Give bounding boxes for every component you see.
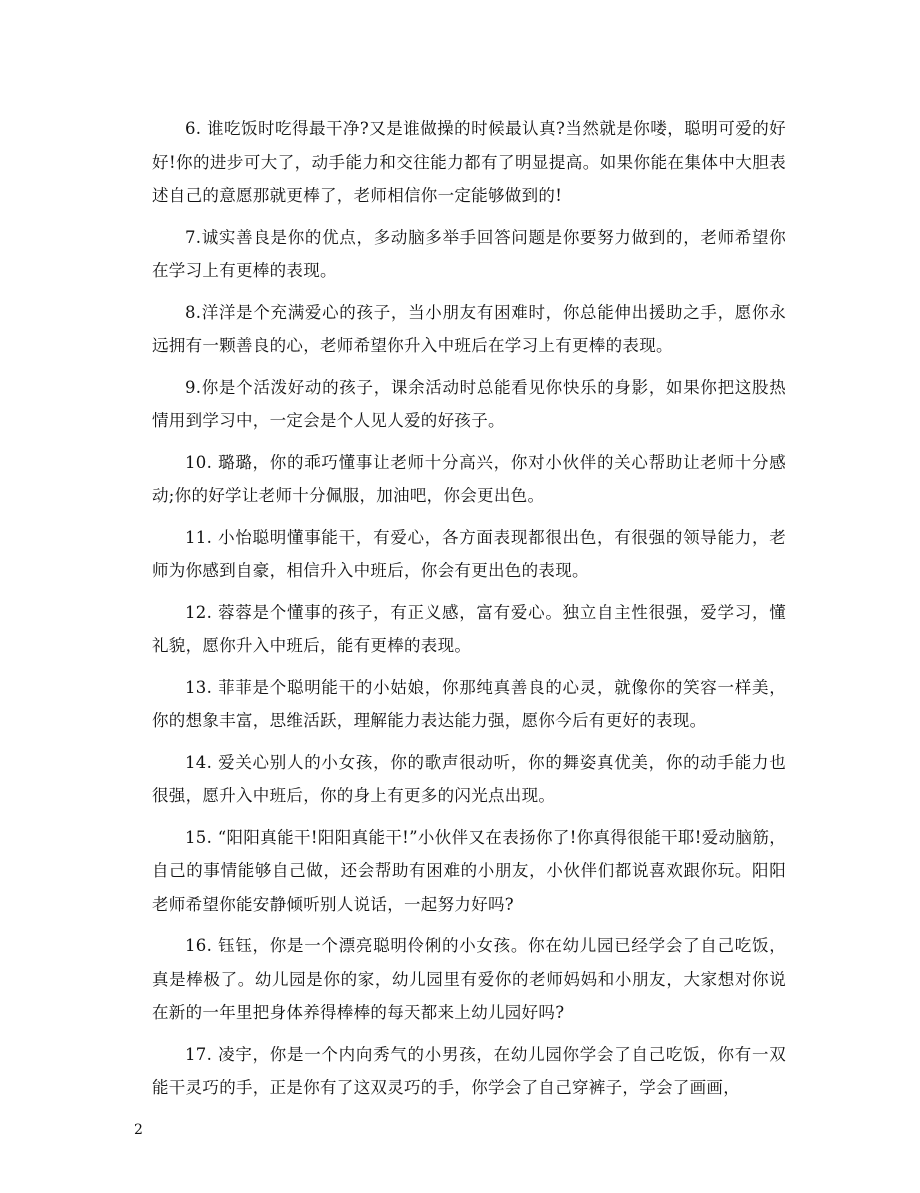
paragraph-10: 10. 璐璐，你的乖巧懂事让老师十分高兴，你对小伙伴的关心帮助让老师十分感动;你的好学让老师十分佩服，加油吧，你会更出色。 <box>152 452 786 505</box>
paragraph-8: 8.洋洋是个充满爱心的孩子，当小朋友有困难时，你总能伸出援助之手，愿你永远拥有一颗善良的心，老师希望你升入中班后在学习上有更棒的表现。 <box>152 302 786 355</box>
page-number: 2 <box>134 1122 143 1138</box>
paragraph-12: 12. 蓉蓉是个懂事的孩子，有正义感，富有爱心。独立自主性很强，爱学习，懂礼貌，愿你升入中班后，能有更棒的表现。 <box>152 602 786 655</box>
paragraph-14: 14. 爱关心别人的小女孩，你的歌声很动听，你的舞姿真优美，你的动手能力也很强，愿升入中班后，你的身上有更多的闪光点出现。 <box>152 752 786 805</box>
paragraph-11: 11. 小怡聪明懂事能干，有爱心，各方面表现都很出色，有很强的领导能力，老师为你感到自豪，相信升入中班后，你会有更出色的表现。 <box>152 527 786 580</box>
paragraph-16: 16. 钰钰，你是一个漂亮聪明伶俐的小女孩。你在幼儿园已经学会了自己吃饭，真是棒极了。幼儿园是你的家，幼儿园里有爱你的老师妈妈和小朋友，大家想对你说在新的一年里把身体养得棒棒的每天都来上幼儿园好吗? <box>152 936 786 1022</box>
document-body <box>152 112 786 1113</box>
paragraph-9: 9.你是个活泼好动的孩子，课余活动时总能看见你快乐的身影，如果你把这股热情用到学习中，一定会是个人见人爱的好孩子。 <box>152 377 786 430</box>
paragraph-15: 15. “阳阳真能干!阳阳真能干!”小伙伴又在表扬你了!你真得很能干耶!爱动脑筋，自己的事情能够自己做，还会帮助有困难的小朋友，小伙伴们都说喜欢跟你玩。阳阳老师希望你能安静倾听别人说话，一起努力好吗? <box>152 827 786 914</box>
paragraph-13: 13. 菲菲是个聪明能干的小姑娘，你那纯真善良的心灵，就像你的笑容一样美，你的想象丰富，思维活跃，理解能力表达能力强，愿你今后有更好的表现。 <box>152 677 786 730</box>
paragraph-6: 6. 谁吃饭时吃得最干净?又是谁做操的时候最认真?当然就是你喽，聪明可爱的好好!你的进步可大了，动手能力和交往能力都有了明显提高。如果你能在集体中大胆表述自己的意愿那就更棒了，老师相信你一定能够做到的! <box>152 119 786 205</box>
paragraph-7: 7.诚实善良是你的优点，多动脑多举手回答问题是你要努力做到的，老师希望你在学习上有更棒的表现。 <box>152 227 786 280</box>
paragraph-17: 17. 凌宇，你是一个内向秀气的小男孩，在幼儿园你学会了自己吃饭，你有一双能干灵巧的手，正是你有了这双灵巧的手，你学会了自己穿裤子，学会了画画， <box>152 1044 786 1097</box>
